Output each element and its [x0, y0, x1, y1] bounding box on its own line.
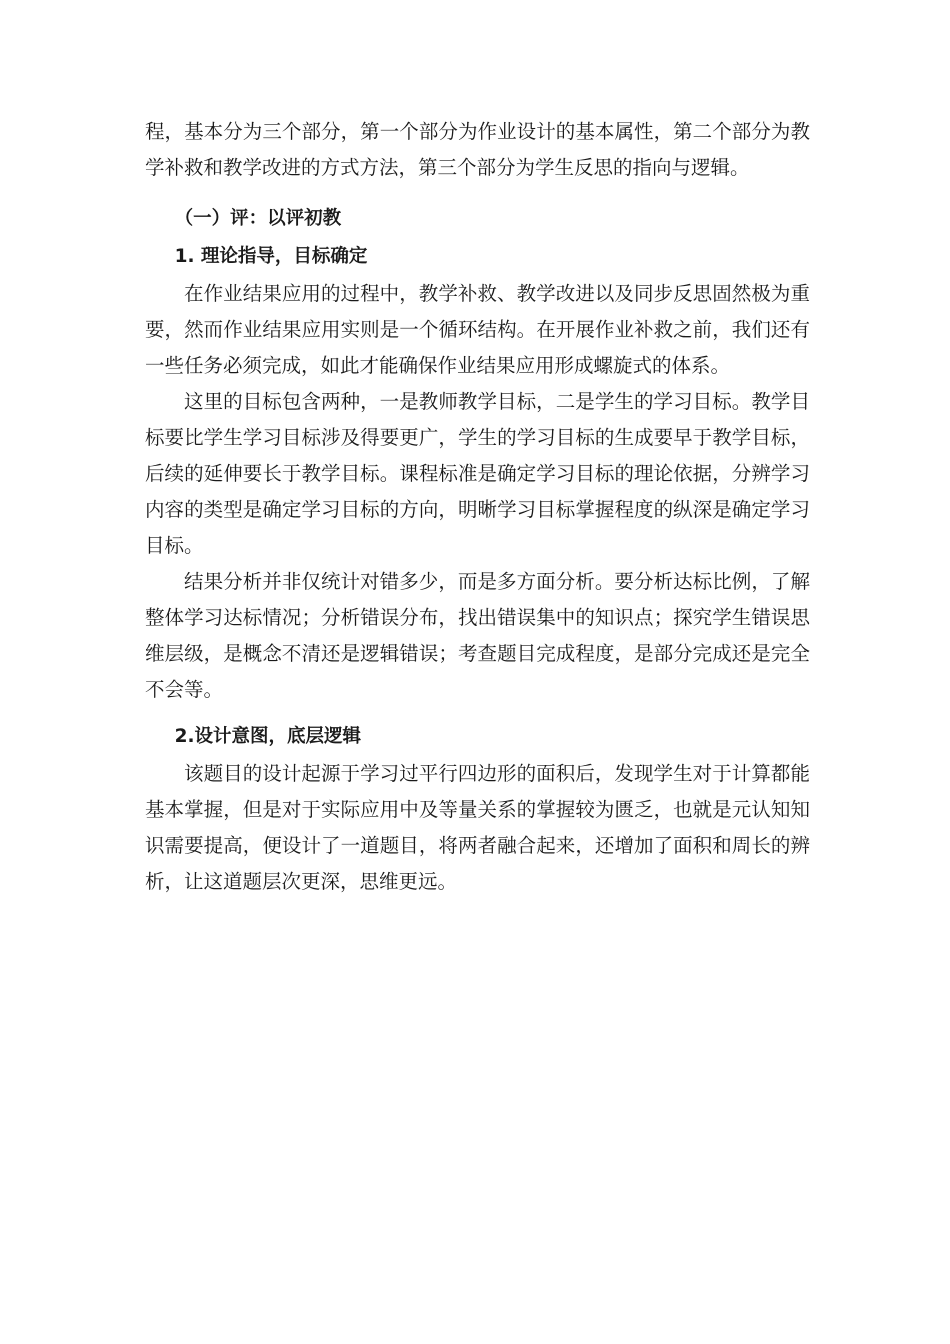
paragraph: 在作业结果应用的过程中，教学补救、教学改进以及同步反思固然极为重要，然而作业结果应用实则是一个循环结构。在开展作业补救之前，我们还有一些任务必须完成，如此才能确保作业结果应用形成螺旋式的体系。 [145, 282, 810, 377]
paragraph: 该题目的设计起源于学习过平行四边形的面积后，发现学生对于计算都能基本掌握，但是对于实际应用中及等量关系的掌握较为匮乏，也就是元认知知识需要提高，便设计了一道题目，将两者融合起来，还增加了面积和周长的辨析，让这道题层次更深，思维更远。 [145, 762, 810, 893]
paragraph-continued: 程，基本分为三个部分，第一个部分为作业设计的基本属性，第二个部分为教学补救和教学改进的方式方法，第三个部分为学生反思的指向与逻辑。 [145, 120, 810, 179]
paragraph: 结果分析并非仅统计对错多少，而是多方面分析。要分析达标比例，了解整体学习达标情况；分析错误分布，找出错误集中的知识点；探究学生错误思维层级，是概念不清还是逻辑错误；考查题目完成程度，是部分完成还是完全不会等。 [145, 570, 810, 701]
paragraph: 这里的目标包含两种，一是教师教学目标，二是学生的学习目标。教学目标要比学生学习目标涉及得要更广，学生的学习目标的生成要早于教学目标，后续的延伸要长于教学目标。课程标准是确定学习目标的理论依据，分辨学习内容的类型是确定学习目标的方向，明晰学习目标掌握程度的纵深是确定学习目标。 [145, 390, 810, 557]
document-body [145, 114, 810, 900]
subsection-heading-1: 1. 理论指导，目标确定 [174, 246, 368, 267]
subsection-heading-2: 2.设计意图，底层逻辑 [174, 726, 361, 747]
section-heading: （一）评：以评初教 [174, 208, 342, 229]
